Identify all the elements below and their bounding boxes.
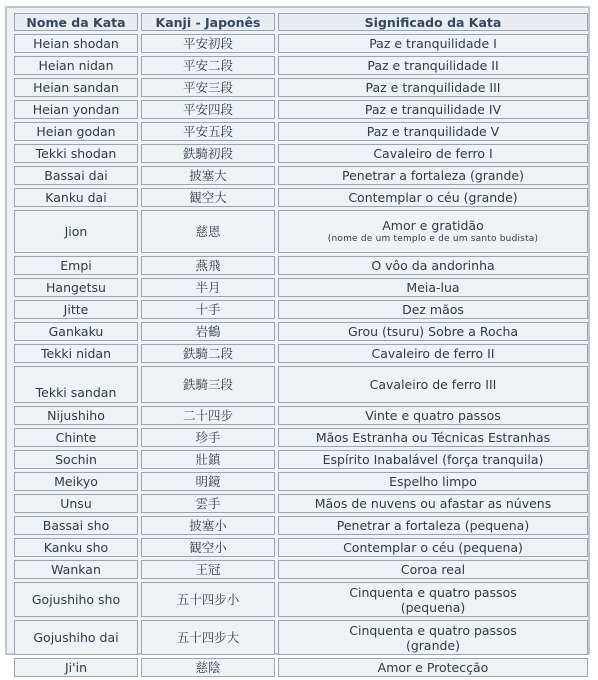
table-row xyxy=(14,100,588,119)
meaning-text: Penetrar a fortaleza (pequena) xyxy=(336,518,530,533)
kanji-cell: 披塞小 xyxy=(141,516,275,535)
kata-name-cell: Jitte xyxy=(14,300,138,319)
meaning-text: Espírito Inabalável (força tranquila) xyxy=(322,452,544,467)
table-row xyxy=(14,582,588,617)
table-row xyxy=(14,344,588,363)
meaning-text: Espelho limpo xyxy=(389,474,477,489)
kanji-cell: 慈恩 xyxy=(141,210,275,253)
meaning-text: Contemplar o céu (pequena) xyxy=(343,540,523,555)
kata-name-cell: Heian nidan xyxy=(14,56,138,75)
kanji-cell: 明鏡 xyxy=(141,472,275,491)
meaning-cell xyxy=(278,582,588,617)
meaning-text: Coroa real xyxy=(400,562,466,577)
meaning-cell xyxy=(278,188,588,207)
meaning-text: Grou (tsuru) Sobre a Rocha xyxy=(347,324,519,339)
kanji-cell: 平安初段 xyxy=(141,34,275,53)
kanji-cell: 珍手 xyxy=(141,428,275,447)
table-row xyxy=(14,428,588,447)
meaning-text: Cavaleiro de ferro II xyxy=(371,346,495,361)
kanji-cell: 平安五段 xyxy=(141,122,275,141)
kata-name-cell: Tekki shodan xyxy=(14,144,138,163)
meaning-cell xyxy=(278,144,588,163)
meaning-cell xyxy=(278,494,588,513)
table-row xyxy=(14,538,588,557)
kanji-cell: 鉄騎初段 xyxy=(141,144,275,163)
kanji-cell: 観空大 xyxy=(141,188,275,207)
kanji-cell: 王冠 xyxy=(141,560,275,579)
table-row xyxy=(14,188,588,207)
kata-name-cell: Jion xyxy=(14,210,138,253)
table-row xyxy=(14,278,588,297)
kanji-cell: 二十四步 xyxy=(141,406,275,425)
meaning-text: Paz e tranquilidade V xyxy=(366,124,500,139)
kanji-cell: 半月 xyxy=(141,278,275,297)
kata-name-cell: Tekki nidan xyxy=(14,344,138,363)
kata-name-cell: Gojushiho dai xyxy=(14,620,138,655)
meaning-text: Dez mãos xyxy=(402,302,464,317)
table-row xyxy=(14,122,588,141)
kanji-cell: 平安二段 xyxy=(141,56,275,75)
kata-name-cell: Hangetsu xyxy=(14,278,138,297)
table-row xyxy=(14,620,588,655)
meaning-text: Contemplar o céu (grande) xyxy=(348,190,518,205)
kanji-cell: 雲手 xyxy=(141,494,275,513)
meaning-cell xyxy=(278,122,588,141)
meaning-note: (nome de um templo e de um santo budista) xyxy=(327,234,539,244)
kata-name-cell: Unsu xyxy=(14,494,138,513)
meaning-cell xyxy=(278,322,588,341)
table-row xyxy=(14,366,588,403)
meaning-cell xyxy=(278,278,588,297)
meaning-cell xyxy=(278,406,588,425)
meaning-cell xyxy=(278,34,588,53)
meaning-text: Meia-lua xyxy=(406,280,460,295)
kanji-cell: 披塞大 xyxy=(141,166,275,185)
table-row xyxy=(14,144,588,163)
kanji-cell: 鉄騎三段 xyxy=(141,366,275,403)
meaning-text: Paz e tranquilidade III xyxy=(365,80,501,95)
kanji-cell: 五十四步小 xyxy=(141,582,275,617)
kata-name-cell: Meikyo xyxy=(14,472,138,491)
kata-name-cell: Heian shodan xyxy=(14,34,138,53)
meaning-text: Paz e tranquilidade IV xyxy=(364,102,502,117)
meaning-text: Amor e Protecção xyxy=(377,660,489,675)
table-row xyxy=(14,166,588,185)
kanji-cell: 平安四段 xyxy=(141,100,275,119)
meaning-cell xyxy=(278,210,588,253)
kata-name-cell: Gankaku xyxy=(14,322,138,341)
header-meaning: Significado da Kata xyxy=(278,13,588,31)
meaning-cell xyxy=(278,538,588,557)
kanji-cell: 五十四步大 xyxy=(141,620,275,655)
meaning-cell xyxy=(278,620,588,655)
table-row xyxy=(14,472,588,491)
meaning-text: Mãos Estranha ou Técnicas Estranhas xyxy=(315,430,551,445)
kata-name-cell: Gojushiho sho xyxy=(14,582,138,617)
table-row xyxy=(14,322,588,341)
kata-name-cell: Bassai dai xyxy=(14,166,138,185)
table-row xyxy=(14,516,588,535)
meaning-text: Mãos de nuvens ou afastar as núvens xyxy=(314,496,552,511)
table-row xyxy=(14,78,588,97)
header-kata-name: Nome da Kata xyxy=(14,13,138,31)
meaning-text: Penetrar a fortaleza (grande) xyxy=(342,168,524,183)
table-row xyxy=(14,56,588,75)
kata-name-cell: Kanku sho xyxy=(14,538,138,557)
meaning-cell xyxy=(278,100,588,119)
table-header-row xyxy=(14,13,588,31)
meaning-cell xyxy=(278,366,588,403)
kata-table-frame xyxy=(5,6,590,675)
kata-table xyxy=(11,10,591,680)
meaning-cell xyxy=(278,56,588,75)
meaning-cell xyxy=(278,256,588,275)
table-row xyxy=(14,256,588,275)
meaning-text: Vinte e quatro passos xyxy=(365,408,501,423)
kata-name-cell: Sochin xyxy=(14,450,138,469)
meaning-text: Cavaleiro de ferro I xyxy=(373,146,493,161)
meaning-text-line2: (pequena) xyxy=(400,599,466,615)
kata-name-cell: Bassai sho xyxy=(14,516,138,535)
meaning-cell xyxy=(278,516,588,535)
kanji-cell: 岩鶴 xyxy=(141,322,275,341)
meaning-cell xyxy=(278,472,588,491)
kanji-cell: 観空小 xyxy=(141,538,275,557)
kata-name-cell: Heian yondan xyxy=(14,100,138,119)
meaning-text: Amor e gratidão xyxy=(382,218,484,233)
kanji-cell: 燕飛 xyxy=(141,256,275,275)
table-row xyxy=(14,560,588,579)
meaning-cell xyxy=(278,344,588,363)
meaning-cell xyxy=(278,450,588,469)
header-kanji: Kanji - Japonês xyxy=(141,13,275,31)
kata-name-cell: Ji'in xyxy=(14,658,138,677)
meaning-cell xyxy=(278,78,588,97)
meaning-text: Cavaleiro de ferro III xyxy=(369,377,497,392)
meaning-text: Cinquenta e quatro passos xyxy=(349,584,517,600)
kata-name-cell: Kanku dai xyxy=(14,188,138,207)
meaning-text: Cinquenta e quatro passos xyxy=(349,622,517,638)
meaning-cell xyxy=(278,560,588,579)
kata-name-cell: Chinte xyxy=(14,428,138,447)
table-row xyxy=(14,406,588,425)
kanji-cell: 壯鎮 xyxy=(141,450,275,469)
meaning-text: Paz e tranquilidade I xyxy=(369,36,497,51)
meaning-cell xyxy=(278,428,588,447)
meaning-text: Paz e tranquilidade II xyxy=(367,58,499,73)
kanji-cell: 十手 xyxy=(141,300,275,319)
kata-name-cell: Wankan xyxy=(14,560,138,579)
table-row xyxy=(14,34,588,53)
table-row xyxy=(14,300,588,319)
kata-name-cell: Empi xyxy=(14,256,138,275)
meaning-cell xyxy=(278,166,588,185)
meaning-text: O vôo da andorinha xyxy=(371,258,495,273)
kanji-cell: 鉄騎二段 xyxy=(141,344,275,363)
kata-name-cell: Nijushiho xyxy=(14,406,138,425)
table-row xyxy=(14,210,588,253)
kata-name-cell: Heian godan xyxy=(14,122,138,141)
kata-name-cell: Heian sandan xyxy=(14,78,138,97)
table-row xyxy=(14,494,588,513)
meaning-text-line2: (grande) xyxy=(405,637,461,653)
meaning-cell xyxy=(278,300,588,319)
kanji-cell: 平安三段 xyxy=(141,78,275,97)
kanji-cell: 慈陰 xyxy=(141,658,275,677)
kata-name-cell: Tekki sandan xyxy=(14,366,138,403)
table-row xyxy=(14,450,588,469)
